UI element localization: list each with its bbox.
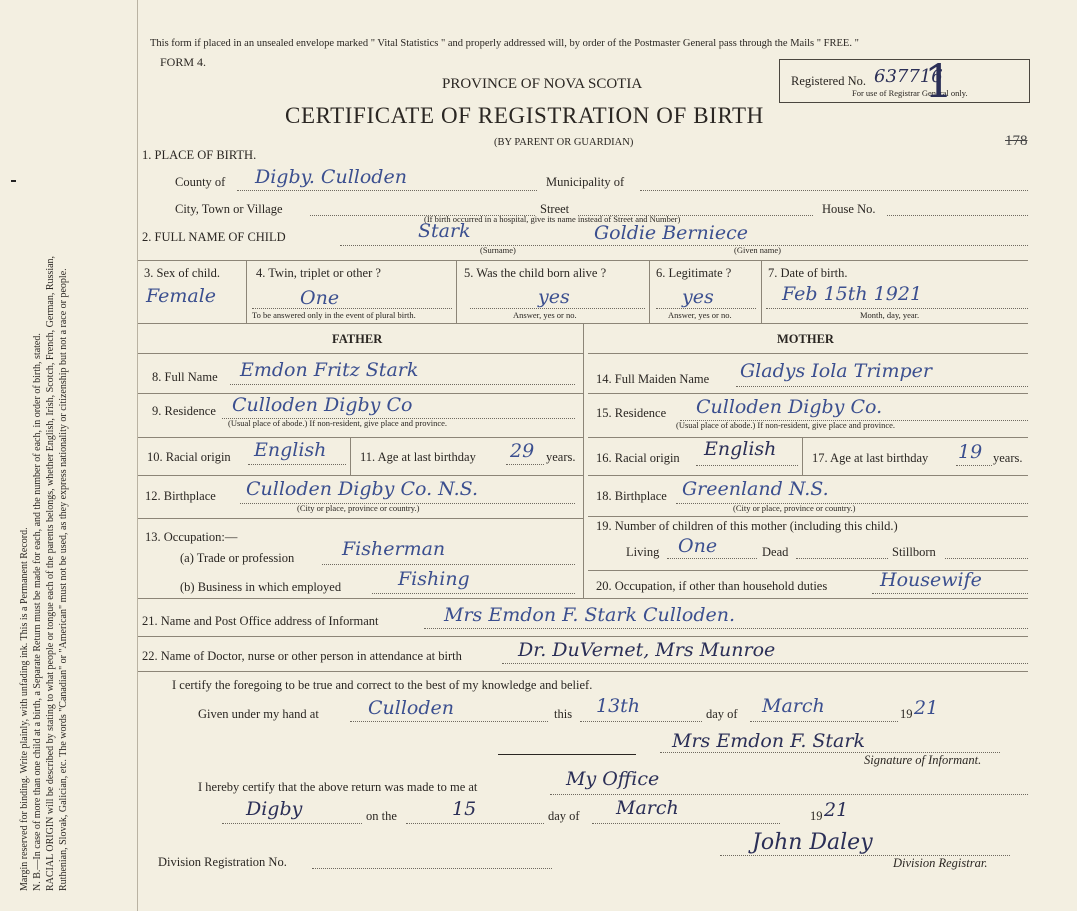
registrar-day: 15 (452, 798, 477, 820)
punch-mark (11, 180, 16, 182)
struck-number: 178 (1005, 133, 1028, 149)
father-rule (138, 437, 583, 438)
stillborn-line (945, 558, 1028, 559)
parents-divider (583, 323, 584, 598)
mother-rule (588, 437, 1028, 438)
section-rule (138, 636, 1028, 637)
certify-year: 21 (914, 697, 939, 719)
registrar-dayof-label: day of (548, 809, 580, 823)
form-number: FORM 4. (160, 55, 207, 69)
child-name-line (340, 245, 1028, 246)
sex-label: 3. Sex of child. (144, 266, 221, 280)
certify-year-prefix: 19 (900, 707, 913, 721)
legitimate-line (656, 308, 756, 309)
certify-day: 13th (596, 695, 641, 717)
given-label: Given under my hand at (198, 707, 319, 721)
living-label: Living (626, 545, 660, 559)
mother-heading: MOTHER (777, 332, 834, 346)
margin-line-1: Margin reserved for binding. Write plainly, with unfading ink. This is a Permanent Record. (19, 527, 30, 891)
given-place-line (350, 721, 548, 722)
signature-label: Signature of Informant. (864, 753, 982, 767)
alive-line (470, 308, 645, 309)
municipality-line (640, 190, 1028, 191)
date-value: Feb 15th 1921 (782, 283, 923, 305)
legitimate-value: yes (682, 286, 714, 308)
legitimate-label: 6. Legitimate ? (656, 266, 732, 280)
mother-racial-value: English (704, 438, 777, 460)
father-racial-value: English (254, 439, 327, 461)
father-residence-value: Culloden Digby Co (232, 394, 413, 416)
section-rule (138, 598, 1028, 599)
mother-residence-note: (Usual place of abode.) If non-resident, give place and province. (676, 420, 896, 430)
div-registrar-label: Division Registrar. (893, 856, 988, 870)
col-divider (246, 260, 247, 323)
margin-rule (137, 0, 138, 911)
father-residence-note: (Usual place of abode.) If non-resident, give place and province. (228, 418, 448, 428)
father-birthplace-label: 12. Birthplace (145, 489, 216, 503)
row-rule-top (138, 260, 1028, 261)
dead-line (796, 558, 888, 559)
father-racial-label: 10. Racial origin (147, 450, 231, 464)
mother-racial-label: 16. Racial origin (596, 451, 680, 465)
child-name-label: 2. FULL NAME OF CHILD (142, 230, 286, 244)
registrar-place-line (550, 794, 1028, 795)
col-divider (456, 260, 457, 323)
county-value: Digby. Culloden (255, 166, 407, 188)
surname-note: (Surname) (480, 245, 516, 255)
month-line (750, 721, 898, 722)
col-divider (649, 260, 650, 323)
father-rule (138, 353, 583, 354)
mother-name-label: 14. Full Maiden Name (596, 372, 710, 386)
date-line (766, 308, 1028, 309)
mother-residence-value: Culloden Digby Co. (696, 396, 883, 418)
certificate-title: CERTIFICATE OF REGISTRATION OF BIRTH (285, 103, 764, 128)
place-of-birth-label: 1. PLACE OF BIRTH. (142, 148, 257, 162)
mother-birthplace-label: 18. Birthplace (596, 489, 667, 503)
informant-value: Mrs Emdon F. Stark Culloden. (444, 604, 736, 626)
col-divider (761, 260, 762, 323)
living-line (667, 558, 757, 559)
father-age-label: 11. Age at last birthday (360, 450, 476, 464)
business-value: Fishing (398, 568, 470, 590)
mail-notice: This form if placed in an unsealed envelope marked " Vital Statistics " and properly addressed will, by order of the Postmaster General pass through the Mails " FREE. " (150, 38, 859, 49)
onthe-label: on the (366, 809, 397, 823)
mother-birthplace-note: (City or place, province or country.) (733, 503, 856, 513)
registered-number: 637716 (874, 66, 943, 87)
mother-rule (588, 393, 1028, 394)
registrar-day-line (406, 823, 544, 824)
mother-racial-line (696, 465, 798, 466)
father-heading: FATHER (332, 332, 383, 346)
mother-rule (588, 475, 1028, 476)
registrar-town-line (222, 823, 362, 824)
father-age-line (506, 464, 544, 465)
father-age-divider (350, 437, 351, 475)
father-residence-label: 9. Residence (152, 404, 216, 418)
province-heading: PROVINCE OF NOVA SCOTIA (442, 76, 643, 92)
legitimate-note: Answer, yes or no. (668, 310, 732, 320)
stillborn-label: Stillborn (892, 545, 936, 559)
registered-label: Registered No. (791, 74, 866, 88)
dead-label: Dead (762, 545, 789, 559)
informant-line (424, 628, 1028, 629)
county-label: County of (175, 175, 226, 189)
div-no-label: Division Registration No. (158, 855, 287, 869)
business-line (372, 593, 575, 594)
signature-separator (498, 754, 636, 755)
business-label: (b) Business in which employed (180, 580, 342, 594)
mother-rule (588, 353, 1028, 354)
trade-value: Fisherman (342, 538, 446, 560)
twin-label: 4. Twin, triplet or other ? (256, 266, 381, 280)
mother-occupation-line (872, 593, 1028, 594)
doctor-value: Dr. DuVernet, Mrs Munroe (518, 639, 776, 661)
father-name-label: 8. Full Name (152, 370, 218, 384)
father-rule (138, 475, 583, 476)
date-label: 7. Date of birth. (768, 266, 848, 280)
registrar-year-prefix: 19 (810, 809, 823, 823)
mother-birthplace-value: Greenland N.S. (682, 478, 829, 500)
twin-value: One (300, 287, 340, 309)
given-place: Culloden (368, 697, 455, 719)
informant-signature: Mrs Emdon F. Stark (672, 730, 865, 752)
margin-line-4: Ruthenian, Slovak, Galician, etc. The words "Canadian" or "American" must not be used, as they express nationality or citizenship but not a race or people. (58, 268, 69, 891)
registrar-month: March (616, 797, 679, 819)
section-rule (138, 671, 1028, 672)
twin-note: To be answered only in the event of plural birth. (252, 310, 416, 320)
registrar-year: 21 (824, 799, 849, 821)
doctor-label: 22. Name of Doctor, nurse or other person in attendance at birth (142, 649, 462, 663)
margin-instructions (18, 11, 70, 891)
trade-line (322, 564, 575, 565)
alive-note: Answer, yes or no. (513, 310, 577, 320)
children-label: 19. Number of children of this mother (including this child.) (596, 519, 898, 533)
hospital-note: (If birth occurred in a hospital, give its name instead of Street and Number) (424, 214, 681, 224)
twin-line (252, 308, 452, 309)
city-label: City, Town or Village (175, 202, 283, 216)
registrar-signature: John Daley (752, 830, 873, 855)
margin-mark: 1 (924, 54, 954, 108)
father-racial-line (248, 464, 346, 465)
informant-label: 21. Name and Post Office address of Informant (142, 614, 379, 628)
street-label: Street (540, 202, 570, 216)
child-surname: Stark (418, 220, 471, 242)
father-years: years. (546, 450, 576, 464)
margin-line-3: RACIAL ORIGIN will be described by stating to what people or tongue each of the parents belongs, whether English, Irish, Scotch, French, German, Russian, (45, 255, 56, 891)
mother-age-line (956, 465, 992, 466)
div-no-line (312, 868, 552, 869)
child-given-name: Goldie Berniece (594, 222, 748, 244)
father-name-line (230, 384, 575, 385)
mother-years: years. (993, 451, 1023, 465)
registrar-place: My Office (566, 768, 660, 790)
mother-age-label: 17. Age at last birthday (812, 451, 929, 465)
mother-occupation-value: Housewife (880, 569, 982, 591)
mother-rule (588, 516, 1028, 517)
registrar-note: For use of Registrar General only. (852, 88, 968, 98)
certificate-subtitle: (BY PARENT OR GUARDIAN) (494, 137, 634, 148)
this-label: this (554, 707, 573, 721)
mother-age-value: 19 (958, 441, 983, 463)
mother-occupation-label: 20. Occupation, if other than household duties (596, 579, 828, 593)
trade-label: (a) Trade or profession (180, 551, 295, 565)
father-birthplace-value: Culloden Digby Co. N.S. (246, 478, 479, 500)
house-label: House No. (822, 202, 876, 216)
margin-line-2: N. B.—In case of more than one child at a birth, a Separate Return must be made for each, and the number of each, in order of birth, stated. (32, 333, 43, 891)
sex-value: Female (146, 285, 217, 307)
certify-dayof-label: day of (706, 707, 738, 721)
father-rule (138, 518, 583, 519)
house-line (887, 215, 1028, 216)
living-value: One (678, 535, 718, 557)
mother-name-line (736, 386, 1028, 387)
mother-name-value: Gladys Iola Trimper (740, 360, 932, 382)
alive-value: yes (538, 286, 570, 308)
father-birthplace-note: (City or place, province or country.) (297, 503, 420, 513)
mother-age-divider (802, 437, 803, 475)
doctor-line (502, 663, 1028, 664)
county-line (237, 190, 537, 191)
given-note: (Given name) (734, 245, 781, 255)
municipality-label: Municipality of (546, 175, 625, 189)
father-occupation-label: 13. Occupation:— (145, 530, 238, 544)
margin-notes (0, 0, 135, 911)
date-note: Month, day, year. (860, 310, 920, 320)
certify-text: I certify the foregoing to be true and correct to the best of my knowledge and belief. (172, 678, 593, 692)
father-age-value: 29 (510, 440, 535, 462)
certify-month: March (762, 695, 825, 717)
day-line (580, 721, 702, 722)
father-name-value: Emdon Fritz Stark (240, 359, 419, 381)
registrar-town: Digby (246, 798, 303, 820)
mother-residence-label: 15. Residence (596, 406, 667, 420)
alive-label: 5. Was the child born alive ? (464, 266, 607, 280)
registrar-text: I hereby certify that the above return was made to me at (198, 780, 478, 794)
registrar-month-line (592, 823, 780, 824)
